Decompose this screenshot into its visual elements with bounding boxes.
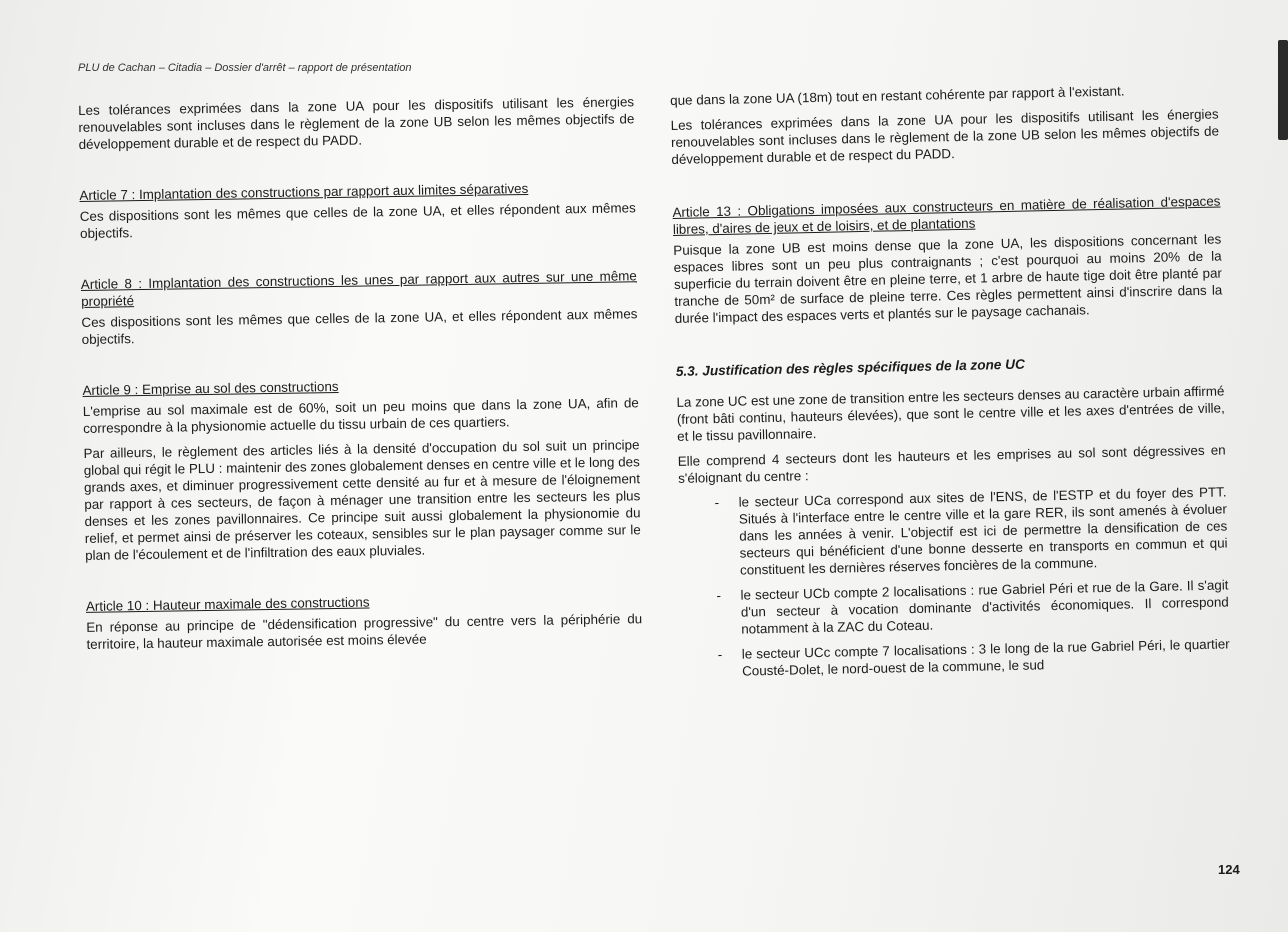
page-number: 124 xyxy=(1218,862,1240,877)
article-10-text: En réponse au principe de "dédensification progressive" du centre vers la périphérie du territoire, la hauteur maximale autorisée est moins élevée xyxy=(86,611,643,652)
uc-intro-paragraph: La zone UC est une zone de transition entre les secteurs denses au caractère urbain affirmé (front bâti continu, hauteurs élevées), que sont le centre ville et les axes d'entrées de ville, et le tissu pavillonnaire. xyxy=(676,383,1225,444)
article-9-text-1: L'emprise au sol maximale est de 60%, soit un peu moins que dans la zone UA, afin de correspondre à la physionomie actuelle du tissu urbain de ces quartiers. xyxy=(82,395,639,436)
left-column xyxy=(78,93,643,661)
uc-sectors-paragraph: Elle comprend 4 secteurs dont les hauteurs et les emprises au sol sont dégressives en s'éloignant du centre : xyxy=(677,442,1226,486)
list-item: - le secteur UCc compte 7 localisations : 3 le long de la rue Gabriel Péri, le quartier Cousté-Dolet, le nord-ouest de la commune, le sud xyxy=(742,635,1231,679)
article-13-text: Puisque la zone UB est moins dense que la zone UA, les dispositions concernant les espaces libres sont un peu plus contraignants ; c'est pourquoi au moins 20% de la superficie du terrain doivent être en pleine terre, et 1 arbre de haute tige doit être planté par tranche de 50m² de surface de pleine terre. Ces règles permettent ainsi d'inscrire dans la durée l'impact des espaces verts et plantés sur le paysage cachanais. xyxy=(673,231,1223,326)
binder-edge xyxy=(1278,40,1288,140)
article-9-text-2: Par ailleurs, le règlement des articles liés à la densité d'occupation du sol suit un principe global qui régit le PLU : maintenir des zones globalement denses en centre ville et le long des grands axes, et diminuer progressivement cette densité au fur et à mesure de l'éloignement par rapport à ces secteurs, de façon à ménager une transition entre les secteurs les plus denses et les zones pavillonnaires. Ce principe suit aussi globalement la physionomie du relief, et permet ainsi de préserver les coteaux, sensibles sur le plan paysager comme sur le plan de l'écoulement et de l'infiltration des eaux pluviales. xyxy=(83,437,641,563)
section-heading: 5.3. Justification des règles spécifiques de la zone UC xyxy=(675,356,1025,379)
article-9-heading: Article 9 : Emprise au sol des constructions xyxy=(82,378,339,398)
article-8-heading: Article 8 : Implantation des constructions les unes par rapport aux autres sur une même propriété xyxy=(80,268,637,309)
article-7-heading: Article 7 : Implantation des constructions par rapport aux limites séparatives xyxy=(79,180,529,203)
continuation-paragraph: que dans la zone UA (18m) tout en restant cohérente par rapport à l'existant. xyxy=(670,83,1125,108)
article-8-text: Ces dispositions sont les mêmes que celles de la zone UA, et elles répondent aux mêmes objectifs. xyxy=(81,306,638,347)
article-7-text: Ces dispositions sont les mêmes que celles de la zone UA, et elles répondent aux mêmes objectifs. xyxy=(79,200,636,241)
tolerances-paragraph: Les tolérances exprimées dans la zone UA pour les dispositifs utilisant les énergies renouvelables sont incluses dans le règlement de la zone UB selon les mêmes objectifs de développement durable et de respect du PADD. xyxy=(670,106,1220,167)
running-header: PLU de Cachan – Citadia – Dossier d'arrêt – rapport de présentation xyxy=(78,62,412,74)
article-13-heading: Article 13 : Obligations imposées aux constructeurs en matière de réalisation d'espaces libres, d'aires de jeux et de loisirs, et de plantations xyxy=(672,193,1221,237)
article-10-heading: Article 10 : Hauteur maximale des constructions xyxy=(85,594,370,614)
list-item: - le secteur UCa correspond aux sites de l'ENS, de l'ESTP et du foyer des PTT. Situés à l'interface entre le centre ville et la gare RER, ils sont amenés à évoluer dans les années à venir. L'objectif est ici de permettre la densification de ces secteurs qui bénéficient d'une bonne desserte en transports en commun et qui constituent les dernières réserves foncières de la commune. xyxy=(738,483,1228,578)
right-column xyxy=(670,81,1230,689)
list-item: - le secteur UCb compte 2 localisations : rue Gabriel Péri et rue de la Gare. Il s'agit d'un secteur à vocation dominante d'activités économiques. Il correspond notamment à la ZAC du Coteau. xyxy=(740,576,1229,637)
intro-paragraph: Les tolérances exprimées dans la zone UA pour les dispositifs utilisant les énergies renouvelables sont incluses dans le règlement de la zone UB selon les mêmes objectifs de développement durable et de respect du PADD. xyxy=(78,94,635,152)
sector-list xyxy=(678,483,1230,680)
